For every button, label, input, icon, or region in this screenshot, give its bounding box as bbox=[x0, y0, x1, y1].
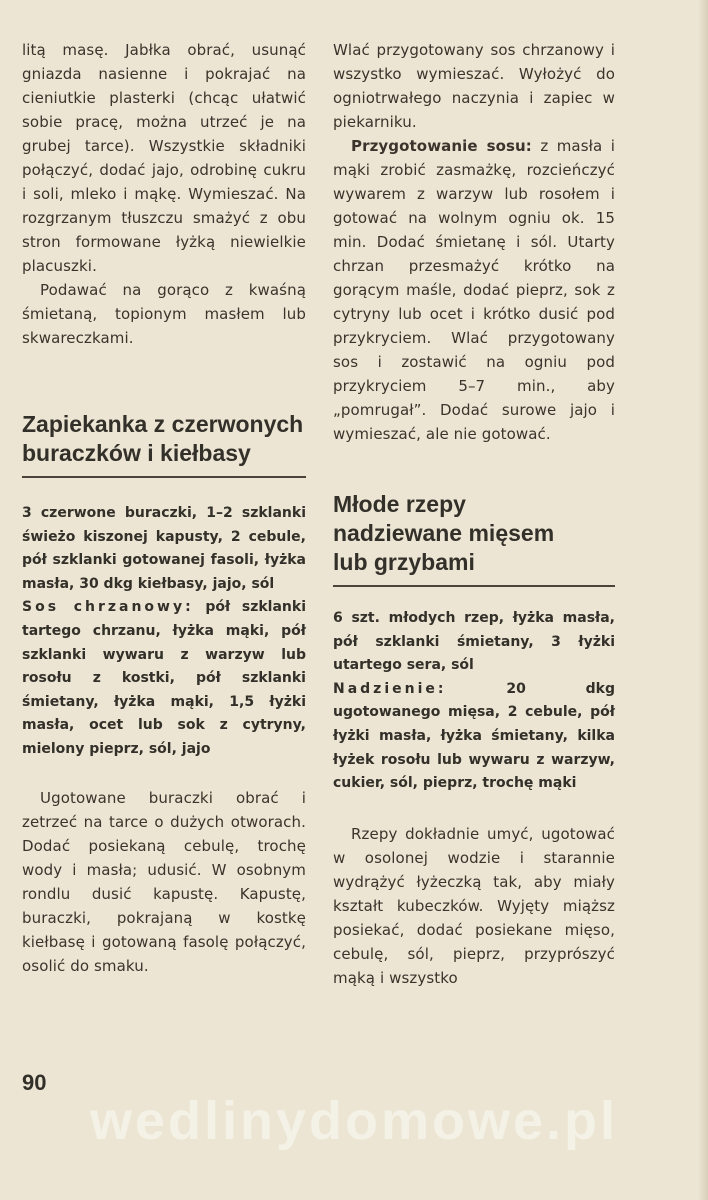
left-paragraph-continued: litą masę. Jabłka obrać, usunąć gniazda nasienne i pokrajać na cieniutkie plasterki (chcąc ułatwić sobie pracę, można utrzeć je na grubej tarce). Wszystkie składniki połączyć, dodać jajo, odrobinę cukru i soli, mleko i mąkę. Wymieszać. Na rozgrzanym tłuszczu smażyć z obu stron formowane łyżką niewielkie placuszki. bbox=[22, 41, 306, 275]
method-paragraph: Rzepy dokładnie umyć, ugotować w osolonej wodzie i starannie wydrążyć łyżeczką tak, aby miały kształt kubeczków. Wyjęty miąższ posiekać, dodać posiekane mięso, cebulę, sól, pieprz, przyprószyć mąką i wszystko bbox=[333, 824, 615, 987]
serving-paragraph: Podawać na gorąco z kwaśną śmietaną, topionym masłem lub skwareczkami. bbox=[22, 281, 306, 347]
right-column bbox=[333, 38, 615, 990]
ingredients-text: 6 szt. młodych rzep, łyżka masła, pół szklanki śmietany, 3 łyżki utartego sera, sól bbox=[333, 610, 615, 674]
method-paragraph: Ugotowane buraczki obrać i zetrzeć na tarce o dużych otworach. Dodać posiekaną cebulę, trochę wody i masła; udusić. W osobnym rondlu dusić kapustę. Kapustę, buraczki, pokrajaną w kostkę kiełbasę i gotowaną fasolę połączyć, osolić do smaku. bbox=[22, 788, 306, 975]
sauce-label: Sos chrzanowy: bbox=[22, 599, 194, 616]
watermark: wedlinydomowe.pl bbox=[89, 1091, 619, 1151]
ingredients-list bbox=[22, 502, 306, 762]
page-edge-shadow bbox=[698, 0, 708, 1200]
sauce-prep-text: z masła i mąki zrobić zasmażkę, rozcieńczyć wywarem z warzyw lub rosołem i gotować na wolnym ogniu ok. 15 min. Dodać śmietanę i sól. Utarty chrzan przesmażyć krótko na gorącym maśle, dodać pieprz, sok z cytryny lub ocet i krótko dusić pod przykryciem. Wlać przygotowany sos i zostawić na ogniu pod przykryciem 5–7 min., aby „pomrugał”. Dodać surowe jajo i wymieszać, ale nie gotować. bbox=[333, 137, 615, 443]
recipe-title-zapiekanka: Zapiekanka z czerwonych buraczków i kiełbasy bbox=[22, 411, 304, 466]
page-number: 90 bbox=[22, 1070, 47, 1095]
filling-ingredients: 20 dkg ugotowanego mięsa, 2 cebule, pół łyżki masła, łyżka śmietany, kilka łyżek rosołu lub wywaru z warzyw, cukier, sól, pieprz, trochę mąki bbox=[333, 680, 615, 792]
filling-label: Nadzienie: bbox=[333, 680, 447, 697]
ingredients-list bbox=[333, 607, 615, 796]
sauce-ingredients: pół szklanki tartego chrzanu, łyżka mąki, pół szklanki wywaru z warzyw lub rosołu z kostki, pół szklanki śmietany, łyżka mąki, 1,5 łyżki masła, ocet lub sok z cytryny, mielony pieprz, sól, jajo bbox=[22, 599, 307, 757]
sauce-prep-label: Przygotowanie sosu: bbox=[351, 137, 532, 155]
left-column bbox=[22, 38, 306, 978]
recipe-title-rzepy: Młode rzepy nadziewane mięsem lub grzybami bbox=[333, 491, 555, 575]
right-paragraph-continued: Wlać przygotowany sos chrzanowy i wszystko wymieszać. Wyłożyć do ogniotrwałego naczynia i zapiec w piekarniku. bbox=[333, 41, 615, 131]
sauce-prep-paragraph bbox=[333, 134, 615, 446]
ingredients-text: 3 czerwone buraczki, 1–2 szklanki świeżo kiszonej kapusty, 2 cebule, pół szklanki gotowanej fasoli, łyżka masła, 30 dkg kiełbasy, jajo, sól bbox=[22, 505, 306, 592]
